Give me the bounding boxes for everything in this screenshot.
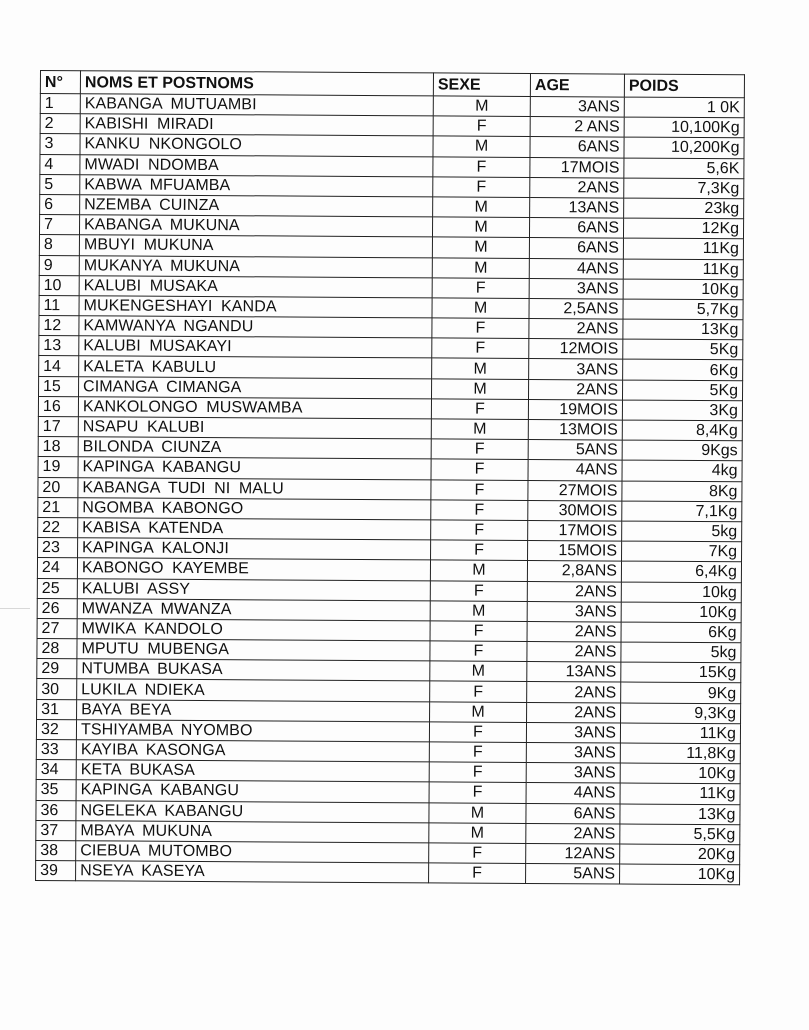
row-weight-cell: 5kg [622, 521, 742, 542]
row-weight-cell: 5kg [621, 642, 741, 663]
row-sex-cell: F [431, 459, 528, 480]
row-age-cell: 13MOIS [528, 419, 622, 440]
row-name-cell: MBUYI MUKUNA [79, 235, 432, 257]
row-number-cell: 32 [36, 719, 76, 739]
row-age-cell: 3ANS [526, 763, 620, 784]
row-age-cell: 3ANS [526, 742, 620, 763]
row-sex-cell: F [431, 520, 528, 541]
row-name-cell: KAMWANYA NGANDU [79, 316, 432, 338]
row-age-cell: 2ANS [529, 319, 623, 340]
row-name-cell: NGELEKA KABANGU [76, 800, 429, 822]
header-number: N° [40, 71, 80, 94]
row-name-cell: KABISHI MIRADI [80, 114, 433, 136]
row-weight-cell: 13Kg [623, 319, 743, 340]
row-number-cell: 38 [36, 840, 76, 860]
row-number-cell: 25 [37, 578, 77, 598]
row-sex-cell: M [430, 661, 527, 682]
row-age-cell: 2,5ANS [529, 298, 623, 319]
row-name-cell: NGOMBA KABONGO [78, 497, 431, 519]
row-age-cell: 2ANS [527, 581, 621, 602]
row-number-cell: 7 [39, 215, 79, 235]
row-weight-cell: 9Kg [621, 682, 741, 703]
row-sex-cell: F [431, 500, 528, 521]
row-number-cell: 26 [37, 598, 77, 618]
row-weight-cell: 11Kg [620, 723, 740, 744]
row-sex-cell: F [431, 479, 528, 500]
row-sex-cell: M [433, 197, 530, 218]
row-name-cell: MPUTU MUBENGA [77, 639, 430, 661]
table-body [36, 94, 745, 886]
row-name-cell: KETA BUKASA [76, 760, 429, 782]
row-sex-cell: F [431, 439, 528, 460]
row-weight-cell: 7,1Kg [622, 501, 742, 522]
row-name-cell: LUKILA NDIEKA [77, 679, 430, 701]
row-name-cell: KAPINGA KALONJI [78, 538, 431, 560]
row-number-cell: 6 [40, 194, 80, 214]
row-weight-cell: 10Kg [623, 279, 743, 300]
row-name-cell: NSAPU KALUBI [78, 417, 431, 439]
row-name-cell: KABANGA TUDI NI MALU [78, 477, 431, 499]
row-age-cell: 17MOIS [528, 520, 622, 541]
row-sex-cell: F [433, 156, 530, 177]
row-age-cell: 2 ANS [530, 117, 624, 138]
row-age-cell: 4ANS [526, 783, 620, 804]
row-sex-cell: F [430, 621, 527, 642]
row-sex-cell: F [429, 843, 526, 864]
row-weight-cell: 5,7Kg [623, 299, 743, 320]
row-sex-cell: M [432, 358, 529, 379]
row-age-cell: 2,8ANS [527, 561, 621, 582]
row-number-cell: 19 [38, 457, 78, 477]
row-age-cell: 4ANS [529, 258, 623, 279]
row-sex-cell: F [431, 399, 528, 420]
row-sex-cell: F [433, 177, 530, 198]
row-age-cell: 15MOIS [528, 541, 622, 562]
row-number-cell: 15 [39, 376, 79, 396]
row-weight-cell: 10,100Kg [624, 117, 744, 138]
row-sex-cell: M [433, 136, 530, 157]
scan-fold-mark [0, 608, 30, 609]
row-sex-cell: F [429, 722, 526, 743]
row-weight-cell: 10Kg [620, 864, 740, 885]
row-number-cell: 18 [38, 437, 78, 457]
row-number-cell: 8 [39, 235, 79, 255]
row-number-cell: 9 [39, 255, 79, 275]
row-name-cell: MUKENGESHAYI KANDA [79, 296, 432, 318]
row-number-cell: 36 [36, 800, 76, 820]
row-sex-cell: M [432, 217, 529, 238]
header-name: NOMS ET POSTNOMS [80, 71, 433, 96]
row-age-cell: 2ANS [527, 642, 621, 663]
row-age-cell: 30MOIS [528, 500, 622, 521]
header-weight: POIDS [624, 74, 744, 98]
row-name-cell: MWANZA MWANZA [77, 598, 430, 620]
row-number-cell: 11 [39, 295, 79, 315]
row-weight-cell: 11Kg [623, 259, 743, 280]
row-weight-cell: 7,3Kg [624, 178, 744, 199]
row-sex-cell: F [430, 641, 527, 662]
row-age-cell: 19MOIS [528, 399, 622, 420]
row-sex-cell: M [429, 802, 526, 823]
row-name-cell: MUKANYA MUKUNA [79, 255, 432, 277]
row-number-cell: 12 [39, 316, 79, 336]
row-number-cell: 24 [37, 558, 77, 578]
row-age-cell: 3ANS [526, 722, 620, 743]
row-sex-cell: F [431, 540, 528, 561]
row-name-cell: CIEBUA MUTOMBO [76, 841, 429, 863]
row-sex-cell: F [429, 742, 526, 763]
row-age-cell: 13ANS [527, 662, 621, 683]
row-sex-cell: F [430, 681, 527, 702]
row-name-cell: KANKOLONGO MUSWAMBA [78, 397, 431, 419]
row-number-cell: 20 [38, 477, 78, 497]
row-number-cell: 22 [38, 517, 78, 537]
row-weight-cell: 10Kg [620, 763, 740, 784]
row-sex-cell: M [432, 257, 529, 278]
row-number-cell: 29 [37, 659, 77, 679]
children-register-table [35, 70, 745, 886]
row-sex-cell: M [429, 823, 526, 844]
row-sex-cell: M [432, 237, 529, 258]
header-age: AGE [530, 73, 624, 97]
row-number-cell: 37 [36, 820, 76, 840]
row-number-cell: 5 [40, 174, 80, 194]
row-age-cell: 3ANS [529, 278, 623, 299]
header-sex: SEXE [433, 73, 530, 97]
row-weight-cell: 23kg [624, 198, 744, 219]
row-name-cell: KAPINGA KABANGU [76, 780, 429, 802]
row-sex-cell: F [433, 116, 530, 137]
row-weight-cell: 10Kg [621, 602, 741, 623]
row-name-cell: KALUBI MUSAKA [79, 275, 432, 297]
row-name-cell: KABISA KATENDA [78, 518, 431, 540]
row-age-cell: 6ANS [526, 803, 620, 824]
row-sex-cell: M [432, 298, 529, 319]
row-weight-cell: 8,4Kg [622, 420, 742, 441]
row-sex-cell: M [431, 419, 528, 440]
row-name-cell: KABANGA MUKUNA [79, 215, 432, 237]
row-weight-cell: 5Kg [622, 380, 742, 401]
row-age-cell: 6ANS [529, 218, 623, 239]
row-number-cell: 3 [40, 134, 80, 154]
row-age-cell: 27MOIS [528, 480, 622, 501]
row-number-cell: 28 [37, 639, 77, 659]
row-age-cell: 17MOIS [530, 157, 624, 178]
row-number-cell: 31 [37, 699, 77, 719]
row-weight-cell: 5Kg [623, 339, 743, 360]
row-number-cell: 39 [36, 861, 76, 881]
row-weight-cell: 11Kg [620, 783, 740, 804]
row-name-cell: BILONDA CIUNZA [78, 437, 431, 459]
row-number-cell: 4 [40, 154, 80, 174]
row-name-cell: KANKU NKONGOLO [80, 134, 433, 156]
row-number-cell: 2 [40, 114, 80, 134]
row-name-cell: NSEYA KASEYA [76, 861, 429, 883]
row-weight-cell: 20Kg [620, 844, 740, 865]
row-sex-cell: F [429, 762, 526, 783]
row-weight-cell: 13Kg [620, 804, 740, 825]
row-sex-cell: M [430, 560, 527, 581]
row-age-cell: 12MOIS [529, 339, 623, 360]
row-age-cell: 2ANS [526, 823, 620, 844]
row-sex-cell: F [429, 782, 526, 803]
row-age-cell: 3ANS [527, 601, 621, 622]
row-weight-cell: 10,200Kg [624, 137, 744, 158]
row-weight-cell: 12Kg [623, 218, 743, 239]
row-weight-cell: 6Kg [621, 622, 741, 643]
row-name-cell: MWADI NDOMBA [80, 154, 433, 176]
row-age-cell: 3ANS [529, 359, 623, 380]
row-age-cell: 3ANS [530, 96, 624, 117]
row-name-cell: KABONGO KAYEMBE [77, 558, 430, 580]
row-name-cell: MBAYA MUKUNA [76, 820, 429, 842]
row-name-cell: KABANGA MUTUAMBI [80, 94, 433, 116]
row-name-cell: CIMANGA CIMANGA [79, 376, 432, 398]
row-number-cell: 23 [38, 538, 78, 558]
row-number-cell: 33 [36, 739, 76, 759]
table-row [36, 861, 740, 885]
row-name-cell: KAYIBA KASONGA [76, 740, 429, 762]
row-sex-cell: M [431, 379, 528, 400]
row-age-cell: 12ANS [526, 843, 620, 864]
row-age-cell: 5ANS [526, 864, 620, 885]
row-sex-cell: M [433, 96, 530, 117]
row-weight-cell: 15Kg [621, 662, 741, 683]
row-name-cell: TSHIYAMBA NYOMBO [76, 720, 429, 742]
row-weight-cell: 10kg [621, 582, 741, 603]
row-number-cell: 14 [39, 356, 79, 376]
row-sex-cell: M [430, 702, 527, 723]
row-number-cell: 34 [36, 760, 76, 780]
row-age-cell: 2ANS [527, 702, 621, 723]
row-sex-cell: F [432, 278, 529, 299]
row-weight-cell: 5,6K [624, 158, 744, 179]
row-number-cell: 27 [37, 618, 77, 638]
row-age-cell: 4ANS [528, 460, 622, 481]
row-number-cell: 35 [36, 780, 76, 800]
row-age-cell: 2ANS [527, 621, 621, 642]
row-weight-cell: 11,8Kg [620, 743, 740, 764]
row-name-cell: KAPINGA KABANGU [78, 457, 431, 479]
row-sex-cell: M [430, 601, 527, 622]
row-name-cell: MWIKA KANDOLO [77, 619, 430, 641]
row-name-cell: KALUBI ASSY [77, 578, 430, 600]
row-number-cell: 21 [38, 497, 78, 517]
row-number-cell: 30 [37, 679, 77, 699]
row-weight-cell: 1 0K [624, 97, 744, 118]
row-number-cell: 13 [39, 336, 79, 356]
row-name-cell: BAYA BEYA [77, 699, 430, 721]
row-weight-cell: 3Kg [622, 400, 742, 421]
row-age-cell: 2ANS [528, 379, 622, 400]
row-name-cell: NTUMBA BUKASA [77, 659, 430, 681]
row-sex-cell: F [432, 318, 529, 339]
row-name-cell: KABWA MFUAMBA [80, 174, 433, 196]
row-sex-cell: F [429, 863, 526, 884]
row-age-cell: 13ANS [530, 197, 624, 218]
row-age-cell: 2ANS [527, 682, 621, 703]
row-number-cell: 1 [40, 94, 80, 114]
row-name-cell: NZEMBA CUINZA [80, 195, 433, 217]
row-weight-cell: 9Kgs [622, 440, 742, 461]
row-number-cell: 17 [38, 416, 78, 436]
row-number-cell: 16 [38, 396, 78, 416]
row-sex-cell: F [430, 580, 527, 601]
row-weight-cell: 11Kg [623, 238, 743, 259]
row-sex-cell: F [432, 338, 529, 359]
row-weight-cell: 6Kg [623, 360, 743, 381]
row-name-cell: KALETA KABULU [79, 356, 432, 378]
row-weight-cell: 7Kg [622, 541, 742, 562]
row-name-cell: KALUBI MUSAKAYI [79, 336, 432, 358]
row-number-cell: 10 [39, 275, 79, 295]
row-weight-cell: 5,5Kg [620, 824, 740, 845]
row-weight-cell: 8Kg [622, 481, 742, 502]
row-age-cell: 2ANS [530, 177, 624, 198]
row-age-cell: 5ANS [528, 440, 622, 461]
row-age-cell: 6ANS [530, 137, 624, 158]
row-age-cell: 6ANS [529, 238, 623, 259]
row-weight-cell: 4kg [622, 460, 742, 481]
row-weight-cell: 6,4Kg [621, 561, 741, 582]
row-weight-cell: 9,3Kg [621, 703, 741, 724]
